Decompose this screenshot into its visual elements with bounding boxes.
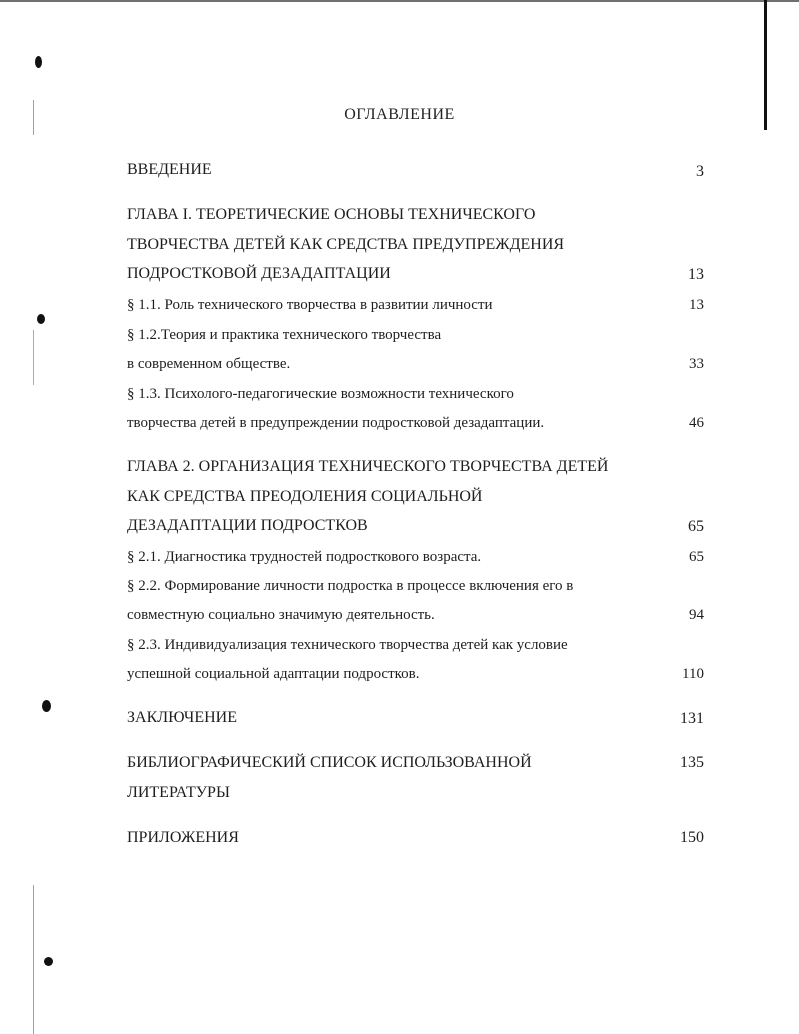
toc-entry-text: ДЕЗАДАПТАЦИИ ПОДРОСТКОВ xyxy=(127,517,368,534)
toc-entry-text: ГЛАВА I. ТЕОРЕТИЧЕСКИЕ ОСНОВЫ ТЕХНИЧЕСКОГО xyxy=(127,206,536,223)
toc-entry-text: § 1.2.Теория и практика технического творчества xyxy=(127,327,442,343)
toc-entry-text: в современном обществе. xyxy=(127,356,291,372)
toc-entry-text: ГЛАВА 2. ОРГАНИЗАЦИЯ ТЕХНИЧЕСКОГО ТВОРЧЕСТВА ДЕТЕЙ xyxy=(127,458,609,475)
toc-entry-text: § 1.1. Роль технического творчества в развитии личности xyxy=(127,297,493,313)
toc-page-number: 150 xyxy=(680,829,704,846)
scan-margin-line xyxy=(33,330,34,385)
binder-hole-mark xyxy=(42,700,51,712)
toc-entry-text: ВВЕДЕНИЕ xyxy=(127,161,212,178)
toc-page-number: 13 xyxy=(688,266,704,283)
toc-page-number: 33 xyxy=(689,356,704,372)
toc-entry-text: совместную социально значимую деятельность. xyxy=(127,607,435,623)
toc-page-number: 13 xyxy=(689,297,704,313)
binder-hole-mark xyxy=(44,957,53,966)
toc-entry-text: ЛИТЕРАТУРЫ xyxy=(127,784,230,801)
toc-page-number: 110 xyxy=(682,666,704,682)
toc-entry-text: § 2.2. Формирование личности подростка в процессе включения его в xyxy=(127,578,574,594)
toc-entry-text: БИБЛИОГРАФИЧЕСКИЙ СПИСОК ИСПОЛЬЗОВАННОЙ xyxy=(127,754,532,771)
scan-margin-line xyxy=(33,885,34,1034)
toc-entry-text: § 2.1. Диагностика трудностей подросткового возраста. xyxy=(127,549,482,565)
toc-page-number: 131 xyxy=(680,710,704,727)
toc-entry-text: КАК СРЕДСТВА ПРЕОДОЛЕНИЯ СОЦИАЛЬНОЙ xyxy=(127,488,483,505)
page-title: ОГЛАВЛЕНИЕ xyxy=(344,106,455,123)
toc-page-number: 46 xyxy=(689,415,704,431)
toc-entry-text: творчества детей в предупреждении подростковой дезадаптации. xyxy=(127,415,545,431)
toc-entry-text: ТВОРЧЕСТВА ДЕТЕЙ КАК СРЕДСТВА ПРЕДУПРЕЖДЕНИЯ xyxy=(127,236,565,253)
toc-page-number: 135 xyxy=(680,754,704,771)
toc-entry-text: § 1.3. Психолого-педагогические возможности технического xyxy=(127,386,514,402)
binder-hole-mark xyxy=(37,314,45,324)
toc-entry-text: ЗАКЛЮЧЕНИЕ xyxy=(127,709,237,726)
toc-entry-text: ПРИЛОЖЕНИЯ xyxy=(127,829,239,846)
toc-entry-text: успешной социальной адаптации подростков. xyxy=(127,666,420,682)
scan-edge-top xyxy=(0,0,799,2)
binder-hole-mark xyxy=(35,56,42,68)
toc-entry-text: § 2.3. Индивидуализация технического творчества детей как условие xyxy=(127,637,568,653)
toc-page-number: 94 xyxy=(689,607,704,623)
toc-page-number: 65 xyxy=(688,518,704,535)
toc-page-number: 3 xyxy=(696,163,704,180)
toc-entry-text: ПОДРОСТКОВОЙ ДЕЗАДАПТАЦИИ xyxy=(127,265,391,282)
toc-page-number: 65 xyxy=(689,549,704,565)
